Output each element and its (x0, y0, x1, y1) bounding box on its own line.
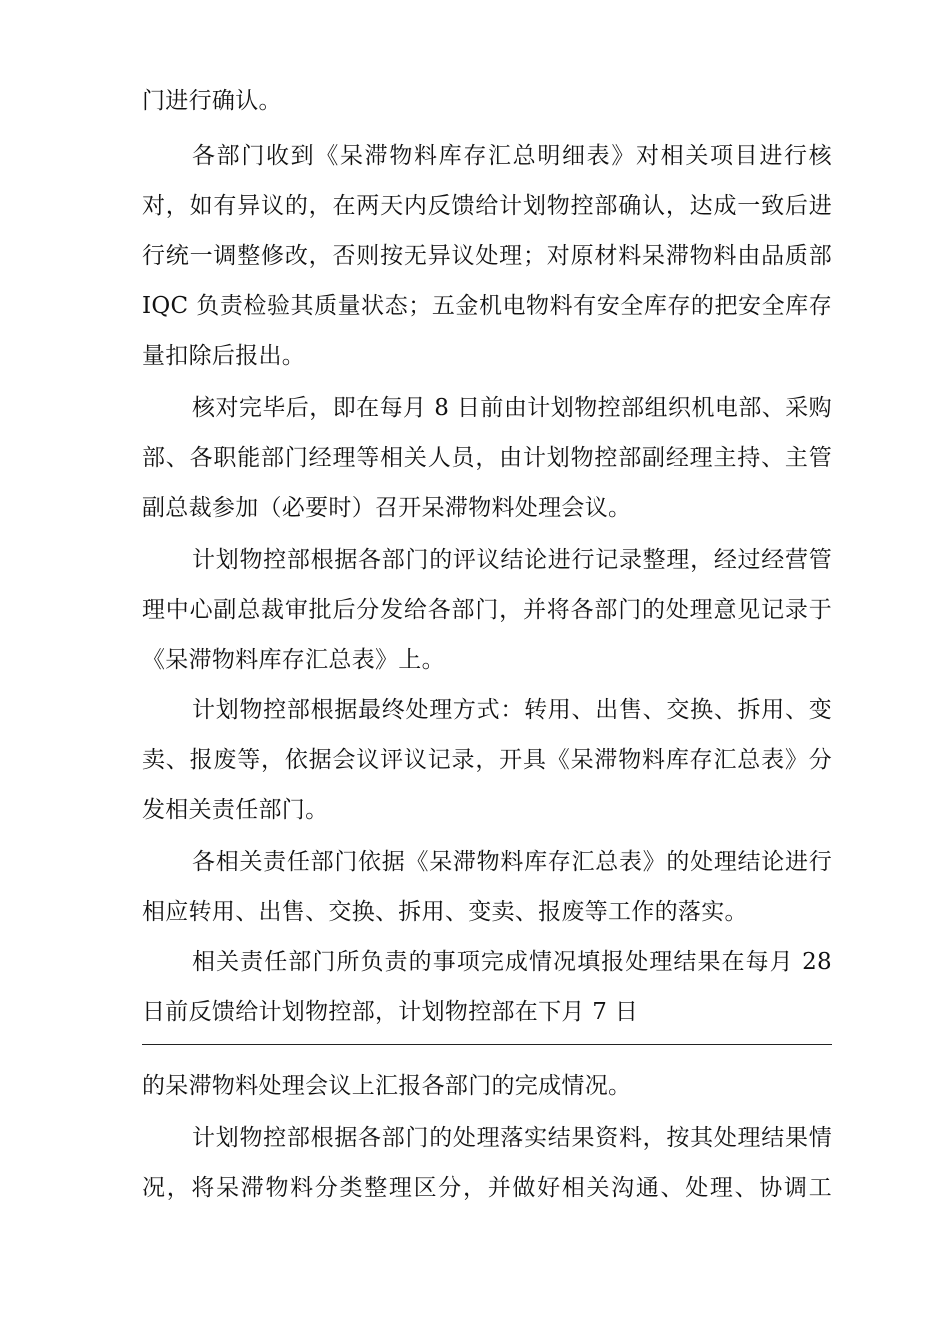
paragraph-first-line: 相关责任部门所负责的事项完成情况填报处理结果在每月 28 (192, 949, 832, 975)
text-line: IQC 负责检验其质量状态；五金机电物料有安全库存的把安全库存 (142, 293, 832, 319)
text-line: 发相关责任部门。 (142, 797, 329, 823)
text-line: 行统一调整修改，否则按无异议处理；对原材料呆滞物料由品质部 (142, 243, 832, 269)
paragraph-first-line: 各部门收到《呆滞物料库存汇总明细表》对相关项目进行核 (192, 143, 832, 169)
page-break-rule (142, 1044, 832, 1045)
paragraph-first-line: 计划物控部根据最终处理方式：转用、出售、交换、拆用、变 (192, 697, 832, 723)
text-line: 《呆滞物料库存汇总表》上。 (142, 647, 445, 673)
text-line: 理中心副总裁审批后分发给各部门，并将各部门的处理意见记录于 (142, 597, 832, 623)
text-line: 日前反馈给计划物控部，计划物控部在下月 7 日 (142, 999, 639, 1025)
paragraph-first-line: 计划物控部根据各部门的处理落实结果资料，按其处理结果情 (192, 1125, 832, 1151)
paragraph-first-line: 核对完毕后，即在每月 8 日前由计划物控部组织机电部、采购 (192, 395, 832, 421)
text-line: 况，将呆滞物料分类整理区分，并做好相关沟通、处理、协调工 (142, 1175, 832, 1201)
text-line: 门进行确认。 (142, 88, 282, 114)
text-line: 相应转用、出售、交换、拆用、变卖、报废等工作的落实。 (142, 899, 748, 925)
text-line: 的呆滞物料处理会议上汇报各部门的完成情况。 (142, 1073, 632, 1099)
text-line: 副总裁参加（必要时）召开呆滞物料处理会议。 (142, 495, 632, 521)
text-line: 部、各职能部门经理等相关人员，由计划物控部副经理主持、主管 (142, 445, 832, 471)
paragraph-first-line: 各相关责任部门依据《呆滞物料库存汇总表》的处理结论进行 (192, 849, 832, 875)
paragraph-first-line: 计划物控部根据各部门的评议结论进行记录整理，经过经营管 (192, 547, 832, 573)
text-line: 量扣除后报出。 (142, 343, 306, 369)
text-line: 对，如有异议的，在两天内反馈给计划物控部确认，达成一致后进 (142, 193, 832, 219)
text-line: 卖、报废等，依据会议评议记录，开具《呆滞物料库存汇总表》分 (142, 747, 832, 773)
